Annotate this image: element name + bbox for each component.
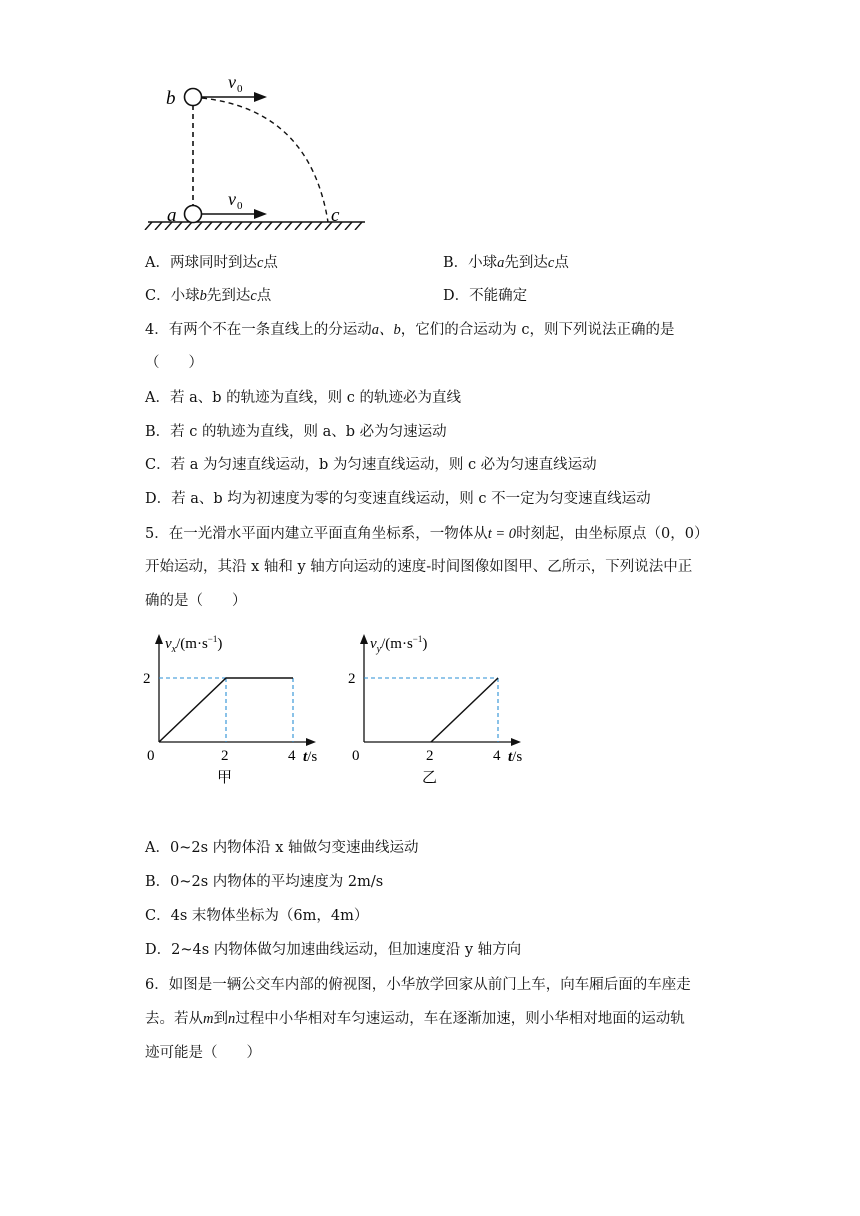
q3-option-b[interactable]: B．小球a先到达c点: [443, 255, 569, 271]
x-tick-label: 2: [426, 748, 434, 764]
q4-stem-line1: 4．有两个不在一条直线上的分运动a、b，它们的合运动为 c，则下列说法正确的是: [145, 322, 675, 338]
chart-caption: 乙: [422, 770, 438, 786]
q4-option-c[interactable]: C．若 a 为匀速直线运动，b 为匀速直线运动，则 c 必为匀速直线运动: [145, 457, 597, 473]
ground-hatch-mark: [345, 222, 352, 230]
q3-option-d[interactable]: D．不能确定: [443, 288, 528, 304]
ground-hatch-mark: [215, 222, 222, 230]
ground-hatch-mark: [195, 222, 202, 230]
velocity-arrow-b: [202, 92, 267, 102]
y-axis-label: $v_x/(m\cdot s^{-1})$: [165, 634, 223, 655]
ground-hatch-mark: [265, 222, 272, 230]
ground-hatch-mark: [205, 222, 212, 230]
y-tick-label: 2: [348, 671, 356, 687]
x-tick-label: 0: [352, 748, 360, 764]
ground-hatch-mark: [315, 222, 322, 230]
chart-yi: [345, 622, 545, 787]
chart-caption: 甲: [217, 770, 233, 786]
x-axis-label: t/s: [303, 749, 318, 765]
q3-option-a[interactable]: A．两球同时到达c点: [145, 255, 278, 271]
x-tick-label: 0: [147, 748, 155, 764]
q6-stem-line2: 去。若从m到n过程中小华相对车匀速运动，车在逐渐加速，则小华相对地面的运动轨: [145, 1011, 685, 1027]
svg-text:v: v: [228, 189, 236, 209]
q5-option-d[interactable]: D．2~4s 内物体做匀加速曲线运动，但加速度沿 y 轴方向: [145, 942, 522, 958]
q5-option-a[interactable]: A．0~2s 内物体沿 x 轴做匀变速曲线运动: [145, 840, 419, 856]
ground-hatch-mark: [355, 222, 362, 230]
q5-stem-line2: 开始运动，其沿 x 轴和 y 轴方向运动的速度-时间图像如图甲、乙所示，下列说法中正: [145, 559, 693, 575]
svg-text:v: v: [228, 72, 236, 92]
y-axis-arrow: [360, 634, 368, 644]
ground-hatch-mark: [145, 222, 152, 230]
series-line: [431, 678, 498, 742]
trajectory-curve: [202, 98, 328, 222]
label-b: b: [166, 88, 176, 109]
ground-hatch-mark: [155, 222, 162, 230]
chart-jia: [140, 622, 340, 787]
x-tick-label: 2: [221, 748, 229, 764]
y-axis-arrow: [155, 634, 163, 644]
q4-stem-line2: （ ）: [145, 355, 203, 371]
ground-hatch-mark: [235, 222, 242, 230]
x-tick-label: 4: [493, 748, 501, 764]
ground-hatch-mark: [245, 222, 252, 230]
ground-hatch-mark: [225, 222, 232, 230]
q4-option-a[interactable]: A．若 a、b 的轨迹为直线，则 c 的轨迹必为直线: [145, 390, 461, 406]
y-tick-label: 2: [143, 671, 151, 687]
ground-hatch-mark: [185, 222, 192, 230]
svg-text:0: 0: [237, 83, 243, 95]
velocity-arrow-a: [202, 209, 267, 219]
ground-hatch-mark: [305, 222, 312, 230]
x-axis-arrow: [511, 738, 521, 746]
label-a: a: [167, 205, 177, 226]
svg-text:0: 0: [237, 200, 243, 212]
ball-a: [185, 206, 202, 223]
q4-option-d[interactable]: D．若 a、b 均为初速度为零的匀变速直线运动，则 c 不一定为匀变速直线运动: [145, 491, 651, 507]
projectile-figure: [140, 70, 370, 230]
x-axis-label: t/s: [508, 749, 523, 765]
x-tick-label: 4: [288, 748, 296, 764]
q5-option-b[interactable]: B．0~2s 内物体的平均速度为 2m/s: [145, 874, 384, 890]
ball-b: [185, 89, 202, 106]
q4-option-b[interactable]: B．若 c 的轨迹为直线，则 a、b 必为匀速运动: [145, 424, 447, 440]
ground-hatch-mark: [255, 222, 262, 230]
q6-stem-line1: 6．如图是一辆公交车内部的俯视图，小华放学回家从前门上车，向车厢后面的车座走: [145, 977, 691, 993]
ground-hatch-mark: [295, 222, 302, 230]
q3-option-c[interactable]: C．小球b先到达c点: [145, 288, 272, 304]
x-axis-arrow: [306, 738, 316, 746]
q5-stem-line3: 确的是（ ）: [145, 593, 247, 609]
q5-stem-line1: 5．在一光滑水平面内建立平面直角坐标系，一物体从t = 0时刻起，由坐标原点（0，0）: [145, 526, 709, 542]
y-axis-label: $v_y/(m\cdot s^{-1})$: [370, 634, 428, 655]
label-v0-top: [228, 72, 243, 95]
q6-stem-line3: 迹可能是（ ）: [145, 1045, 261, 1061]
ground-hatch-mark: [275, 222, 282, 230]
ground-hatch-mark: [285, 222, 292, 230]
q5-option-c[interactable]: C．4s 末物体坐标为（6m，4m）: [145, 908, 369, 924]
label-c: c: [331, 205, 340, 226]
label-v0-bottom: [228, 189, 243, 212]
